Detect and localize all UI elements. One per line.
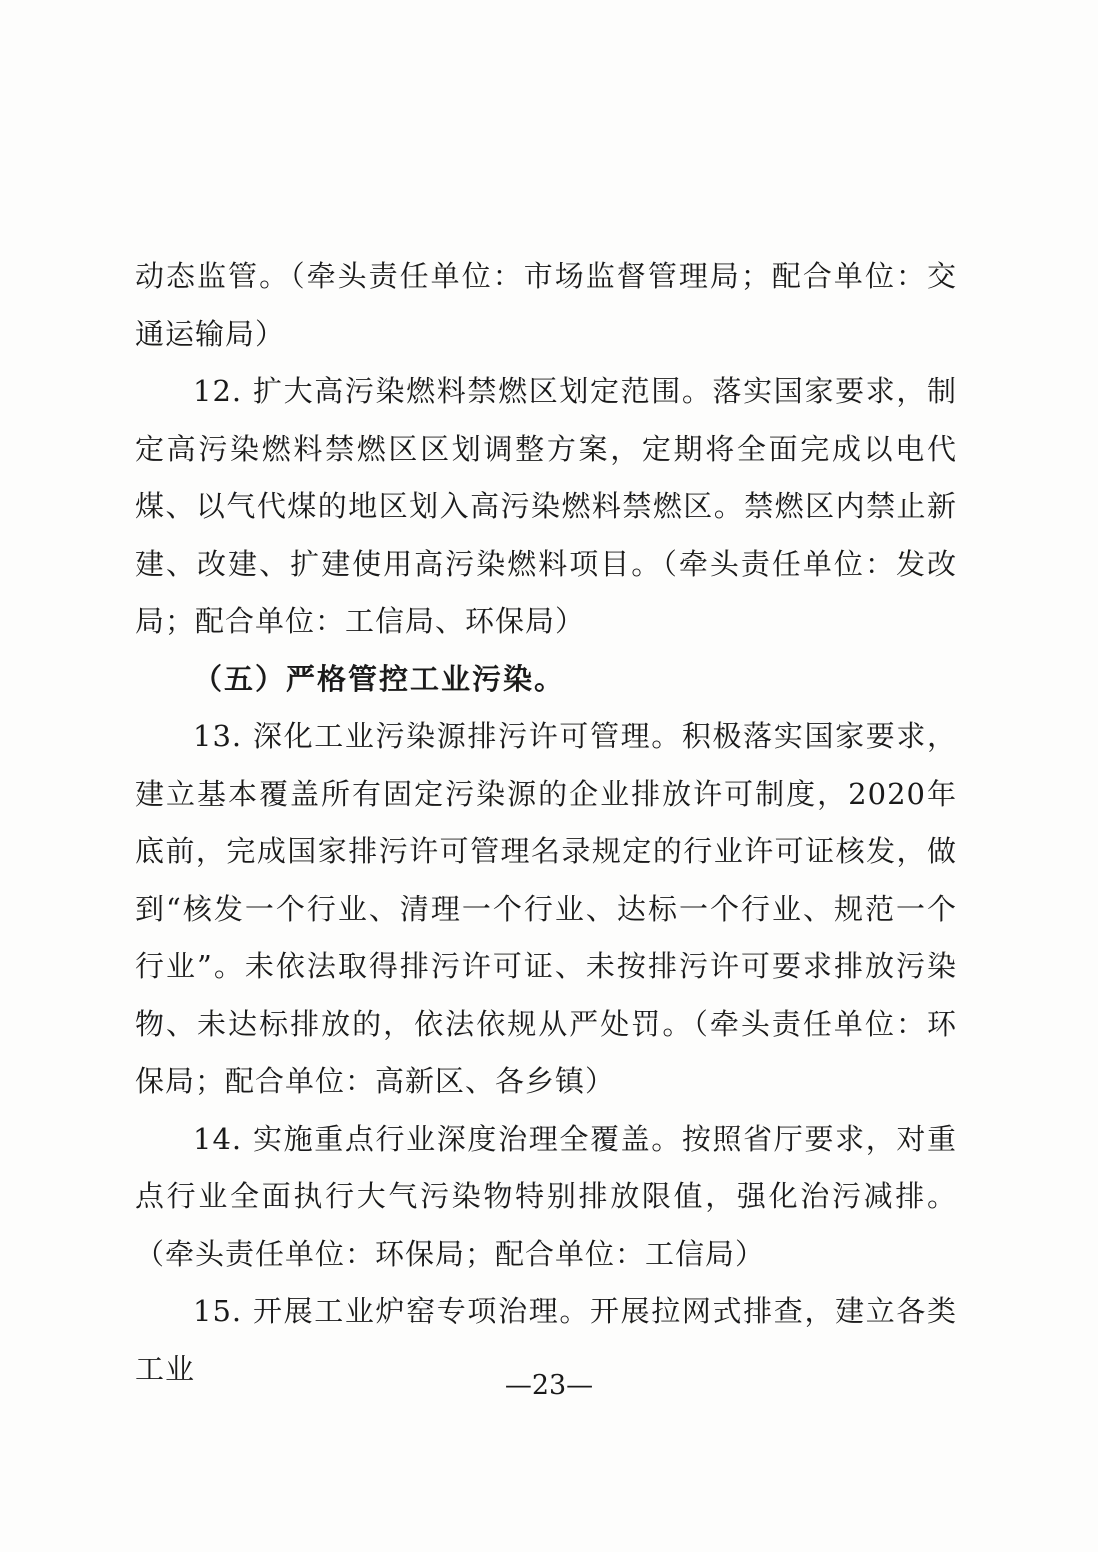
paragraph-item-12: 12. 扩大高污染燃料禁燃区划定范围。落实国家要求，制定高污染燃料禁燃区区划调整方案，定期将全面完成以电代煤、以气代煤的地区划入高污染燃料禁燃区。禁燃区内禁止新建、改建、扩建使用高污染燃料项目。（牵头责任单位：发改局；配合单位：工信局、环保局） [135, 374, 957, 638]
paragraph-item-14: 14. 实施重点行业深度治理全覆盖。按照省厅要求，对重点行业全面执行大气污染物特别排放限值，强化治污减排。（牵头责任单位：环保局；配合单位：工信局） [135, 1121, 957, 1271]
section-heading-5: （五）严格管控工业污染。 [193, 661, 566, 696]
page-number: —23— [504, 1370, 594, 1401]
paragraph-continuation: 动态监管。（牵头责任单位：市场监督管理局；配合单位：交通运输局） [135, 259, 957, 351]
paragraph-item-15: 15. 开展工业炉窑专项治理。开展拉网式排查，建立各类工业 [135, 1294, 957, 1386]
paragraph-item-13: 13. 深化工业污染源排污许可管理。积极落实国家要求，建立基本覆盖所有固定污染源的企业排放许可制度，2020年底前，完成国家排污许可管理名录规定的行业许可证核发，做到“核发一个行业、清理一个行业、达标一个行业、规范一个行业”。未依法取得排污许可证、未按排污许可要求排放污染物、未达标排放的，依法依规从严处罚。（牵头责任单位：环保局；配合单位：高新区、各乡镇） [135, 719, 957, 1098]
document-body [135, 248, 957, 1398]
